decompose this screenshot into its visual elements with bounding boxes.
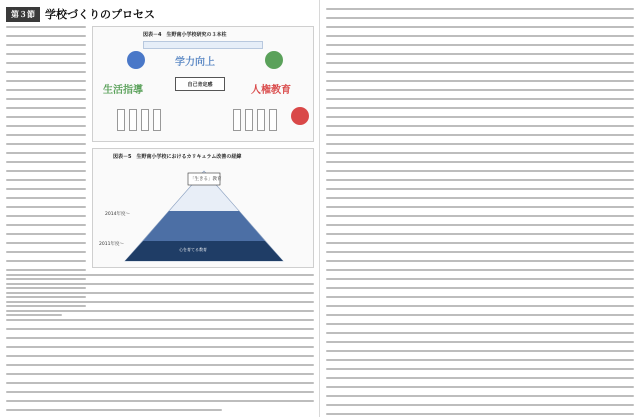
- figure-4-title: 図表－4 生野南小学校研究の３本柱: [143, 32, 227, 38]
- left-bottom-text: [6, 274, 314, 417]
- figure-5-top-box: 「生きる」教育: [190, 177, 222, 182]
- section-header: [6, 6, 155, 22]
- right-page: [320, 0, 640, 417]
- family-figure-icon: [291, 107, 309, 125]
- figure-5-year-2011: 2011年度～: [99, 242, 124, 247]
- right-text-column: [326, 8, 634, 417]
- teacher-figure-icon: [127, 51, 145, 69]
- figure-4-center-label: 自己肯定感: [175, 77, 225, 91]
- figure-5-year-2014: 2014年度～: [105, 212, 130, 217]
- child-figure-icon: [265, 51, 283, 69]
- figure-5-title: 図表－5 生野南小学校におけるカリキュラム改善の経緯: [113, 154, 242, 160]
- figure-4-top-label: 学力向上: [175, 57, 215, 68]
- section-title: 学校づくりのプロセス: [45, 8, 155, 21]
- figure-4-left-label: 生活指導: [103, 85, 143, 96]
- figure-4-top-band: [143, 41, 263, 49]
- figure-5-bottom-box: 心を育てる教育: [179, 247, 207, 252]
- section-number: 第３節: [6, 7, 40, 22]
- figure-4: [92, 26, 314, 142]
- figure-5: [92, 148, 314, 268]
- figure-4-right-label: 人権教育: [251, 85, 291, 96]
